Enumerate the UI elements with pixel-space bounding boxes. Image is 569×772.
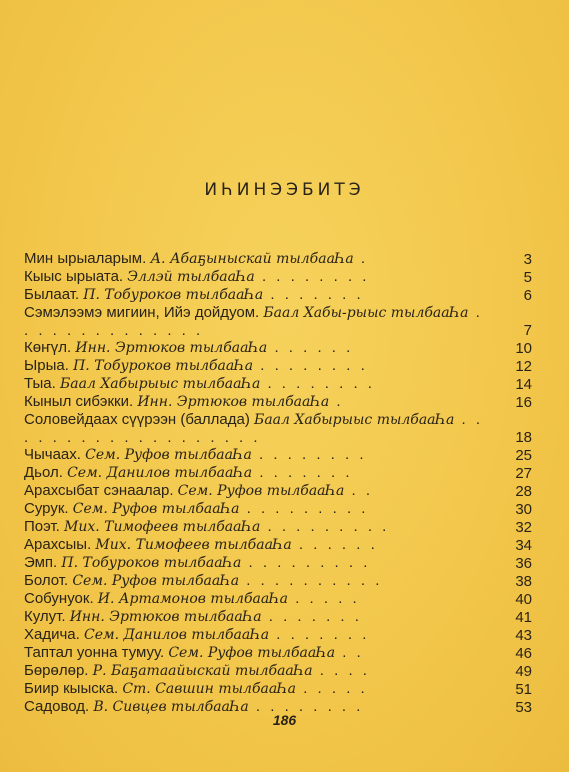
- poem-name: Эмп.: [24, 554, 62, 571]
- translator-credit: И. Артамонов тылбааҺа: [97, 591, 289, 607]
- leader-dots: . . . . . . .: [261, 608, 362, 625]
- translator-credit: Сем. Руфов тылбааҺа: [72, 501, 240, 517]
- poem-name: Кулут.: [24, 608, 70, 625]
- toc-entry: [24, 536, 532, 554]
- toc-entry: [24, 375, 532, 393]
- table-of-contents: [24, 250, 532, 716]
- toc-entry-text: [24, 268, 492, 286]
- toc-entry-text: [24, 590, 492, 608]
- toc-entry: [24, 304, 532, 339]
- leader-dots: . . . . . . . .: [251, 446, 367, 463]
- toc-entry: [24, 572, 532, 590]
- leader-dots: . . . . . . . . .: [239, 500, 369, 517]
- leader-dots: . . . . . . . .: [253, 357, 368, 374]
- translator-credit: П. Тобуроков тылбааҺа: [73, 358, 254, 374]
- toc-page-number: 10: [515, 340, 532, 357]
- translator-credit: Баал Хабырыыс тылбааҺа: [59, 376, 261, 392]
- leader-dots: .: [353, 250, 369, 267]
- translator-credit: А. Абаҕыныскай тылбааҺа: [150, 251, 354, 267]
- poem-name: Дьол.: [24, 464, 68, 481]
- toc-page-number: 18: [515, 429, 532, 446]
- toc-entry-text: [24, 662, 492, 680]
- translator-credit: Сем. Данилов тылбааҺа: [67, 465, 253, 481]
- toc-page-number: 53: [515, 699, 532, 716]
- poem-name: Собунуок.: [24, 590, 98, 607]
- toc-entry: [24, 357, 532, 375]
- toc-entry: [24, 662, 532, 680]
- poem-name: Хадича.: [24, 626, 84, 643]
- translator-credit: Баал Хабырыыс тылбааҺа: [254, 412, 455, 428]
- leader-dots: . . . . . . .: [263, 286, 364, 303]
- toc-entry-text: [24, 644, 492, 662]
- toc-entry-text: [24, 554, 492, 572]
- translator-credit: Мих. Тимофеев тылбааҺа: [64, 519, 261, 535]
- toc-page-number: 34: [515, 537, 532, 554]
- leader-dots: . . . . . . . . . . . . . . . . . . .: [24, 411, 484, 446]
- leader-dots: . . . . . . . . . . . . . .: [24, 304, 483, 339]
- translator-credit: Ст. Савшин тылбааҺа: [122, 681, 297, 697]
- poem-name: Кыыс ырыата.: [24, 268, 128, 285]
- toc-page-number: 25: [515, 447, 532, 464]
- poem-name: Арахсыбат сэнаалар.: [24, 482, 178, 499]
- toc-entry-text: [24, 500, 492, 518]
- toc-entry-text: [24, 250, 492, 268]
- toc-entry-text: [24, 518, 492, 536]
- toc-page-number: 38: [515, 573, 532, 590]
- toc-page-number: 30: [515, 501, 532, 518]
- leader-dots: . . . . . .: [267, 339, 354, 356]
- toc-page-number: 28: [515, 483, 532, 500]
- toc-page-number: 49: [515, 663, 532, 680]
- leader-dots: . .: [344, 482, 374, 499]
- toc-entry-text: [24, 626, 492, 644]
- poem-name: Былаат.: [24, 286, 84, 303]
- toc-entry: [24, 464, 532, 482]
- poem-name: Чычаах.: [24, 446, 86, 463]
- toc-entry: [24, 626, 532, 644]
- translator-credit: Сем. Руфов тылбааҺа: [85, 447, 252, 463]
- poem-name: Көҥүл.: [24, 339, 76, 356]
- translator-credit: Эллэй тылбааҺа: [127, 269, 255, 285]
- toc-entry-text: [24, 572, 492, 590]
- toc-entry: [24, 250, 532, 268]
- poem-name: Сурук.: [24, 500, 73, 517]
- toc-page-number: 16: [515, 394, 532, 411]
- toc-page-number: 40: [515, 591, 532, 608]
- toc-page-number: 27: [515, 465, 532, 482]
- toc-entry: [24, 590, 532, 608]
- translator-credit: Баал Хабы-рыыс тылбааҺа: [263, 305, 469, 321]
- toc-entry-text: [24, 411, 492, 446]
- poem-name: Кыныл сибэкки.: [24, 393, 138, 410]
- toc-entry: [24, 482, 532, 500]
- toc-page-number: 43: [515, 627, 532, 644]
- leader-dots: . . . . .: [288, 590, 360, 607]
- toc-page-number: 36: [515, 555, 532, 572]
- toc-entry: [24, 680, 532, 698]
- toc-entry: [24, 518, 532, 536]
- toc-page-number: 32: [515, 519, 532, 536]
- leader-dots: . . . . . . . . . .: [239, 572, 383, 589]
- leader-dots: . . . . . . .: [269, 626, 370, 643]
- toc-page-number: 5: [523, 269, 532, 286]
- poem-name: Сэмэлээмэ мигиин, Ийэ дойдуом.: [24, 304, 264, 321]
- toc-entry: [24, 608, 532, 626]
- leader-dots: . . . . . .: [291, 536, 378, 553]
- leader-dots: . .: [335, 644, 364, 661]
- leader-dots: . . . . .: [296, 680, 368, 697]
- leader-dots: . . . . . . . .: [254, 268, 370, 285]
- toc-entry-text: [24, 375, 492, 393]
- toc-entry-text: [24, 482, 492, 500]
- toc-entry: [24, 500, 532, 518]
- translator-credit: Р. Баҕатаайыскай тылбааҺа: [92, 663, 313, 679]
- leader-dots: . . . . . . .: [252, 464, 353, 481]
- page-number: 186: [272, 712, 297, 728]
- translator-credit: В. Сивцев тылбааҺа: [93, 699, 249, 715]
- poem-name: Болот.: [24, 572, 73, 589]
- toc-page-number: 7: [523, 322, 532, 339]
- toc-page-number: 3: [523, 251, 532, 268]
- toc-entry: [24, 393, 532, 411]
- translator-credit: Сем. Руфов тылбааҺа: [177, 483, 345, 499]
- poem-name: Мин ырыаларым.: [24, 250, 151, 267]
- translator-credit: Сем. Руфов тылбааҺа: [168, 645, 336, 661]
- toc-entry: [24, 411, 532, 446]
- toc-page-number: 14: [515, 376, 532, 393]
- leader-dots: .: [329, 393, 344, 410]
- toc-page-number: 41: [515, 609, 532, 626]
- toc-entry-text: [24, 680, 492, 698]
- toc-entry-text: [24, 464, 492, 482]
- toc-entry-text: [24, 339, 492, 357]
- toc-entry: [24, 286, 532, 304]
- poem-name: Поэт.: [24, 518, 64, 535]
- poem-name: Биир кыыска.: [24, 680, 123, 697]
- translator-credit: Инн. Эртюков тылбааҺа: [137, 394, 330, 410]
- poem-name: Ырыа.: [24, 357, 74, 374]
- toc-page-number: 46: [515, 645, 532, 662]
- poem-name: Бөрөлөр.: [24, 662, 93, 679]
- poem-name: Таптал уонна тумуу.: [24, 644, 169, 661]
- toc-entry-text: [24, 357, 492, 375]
- translator-credit: П. Тобуроков тылбааҺа: [61, 555, 242, 571]
- toc-entry-text: [24, 446, 492, 464]
- toc-entry: [24, 554, 532, 572]
- translator-credit: Мих. Тимофеев тылбааҺа: [95, 537, 292, 553]
- toc-entry-text: [24, 286, 492, 304]
- leader-dots: . . . . . . . . .: [241, 554, 371, 571]
- translator-credit: Инн. Эртюков тылбааҺа: [75, 340, 268, 356]
- contents-heading: ИҺИНЭЭБИТЭ: [204, 180, 365, 200]
- leader-dots: . . . . . . . .: [260, 375, 375, 392]
- toc-entry: [24, 339, 532, 357]
- toc-entry-text: [24, 393, 492, 411]
- toc-page-number: 6: [523, 287, 532, 304]
- poem-name: Арахсыы.: [24, 536, 96, 553]
- leader-dots: . . . . . . . .: [248, 698, 364, 715]
- toc-page-number: 51: [515, 681, 532, 698]
- toc-entry-text: [24, 608, 492, 626]
- poem-name: Соловейдаах сүүрээн (баллада): [24, 411, 255, 428]
- translator-credit: Сем. Руфов тылбааҺа: [72, 573, 240, 589]
- toc-entry: [24, 644, 532, 662]
- leader-dots: . . . . . . . . .: [260, 518, 390, 535]
- translator-credit: Инн. Эртюков тылбааҺа: [69, 609, 262, 625]
- toc-entry-text: [24, 304, 492, 339]
- toc-entry: [24, 268, 532, 286]
- leader-dots: . . . .: [312, 662, 370, 679]
- toc-page-number: 12: [515, 358, 532, 375]
- poem-name: Садовод.: [24, 698, 94, 715]
- toc-entry: [24, 446, 532, 464]
- toc-entry-text: [24, 536, 492, 554]
- poem-name: Тыа.: [24, 375, 60, 392]
- translator-credit: П. Тобуроков тылбааҺа: [83, 287, 264, 303]
- translator-credit: Сем. Данилов тылбааҺа: [83, 627, 270, 643]
